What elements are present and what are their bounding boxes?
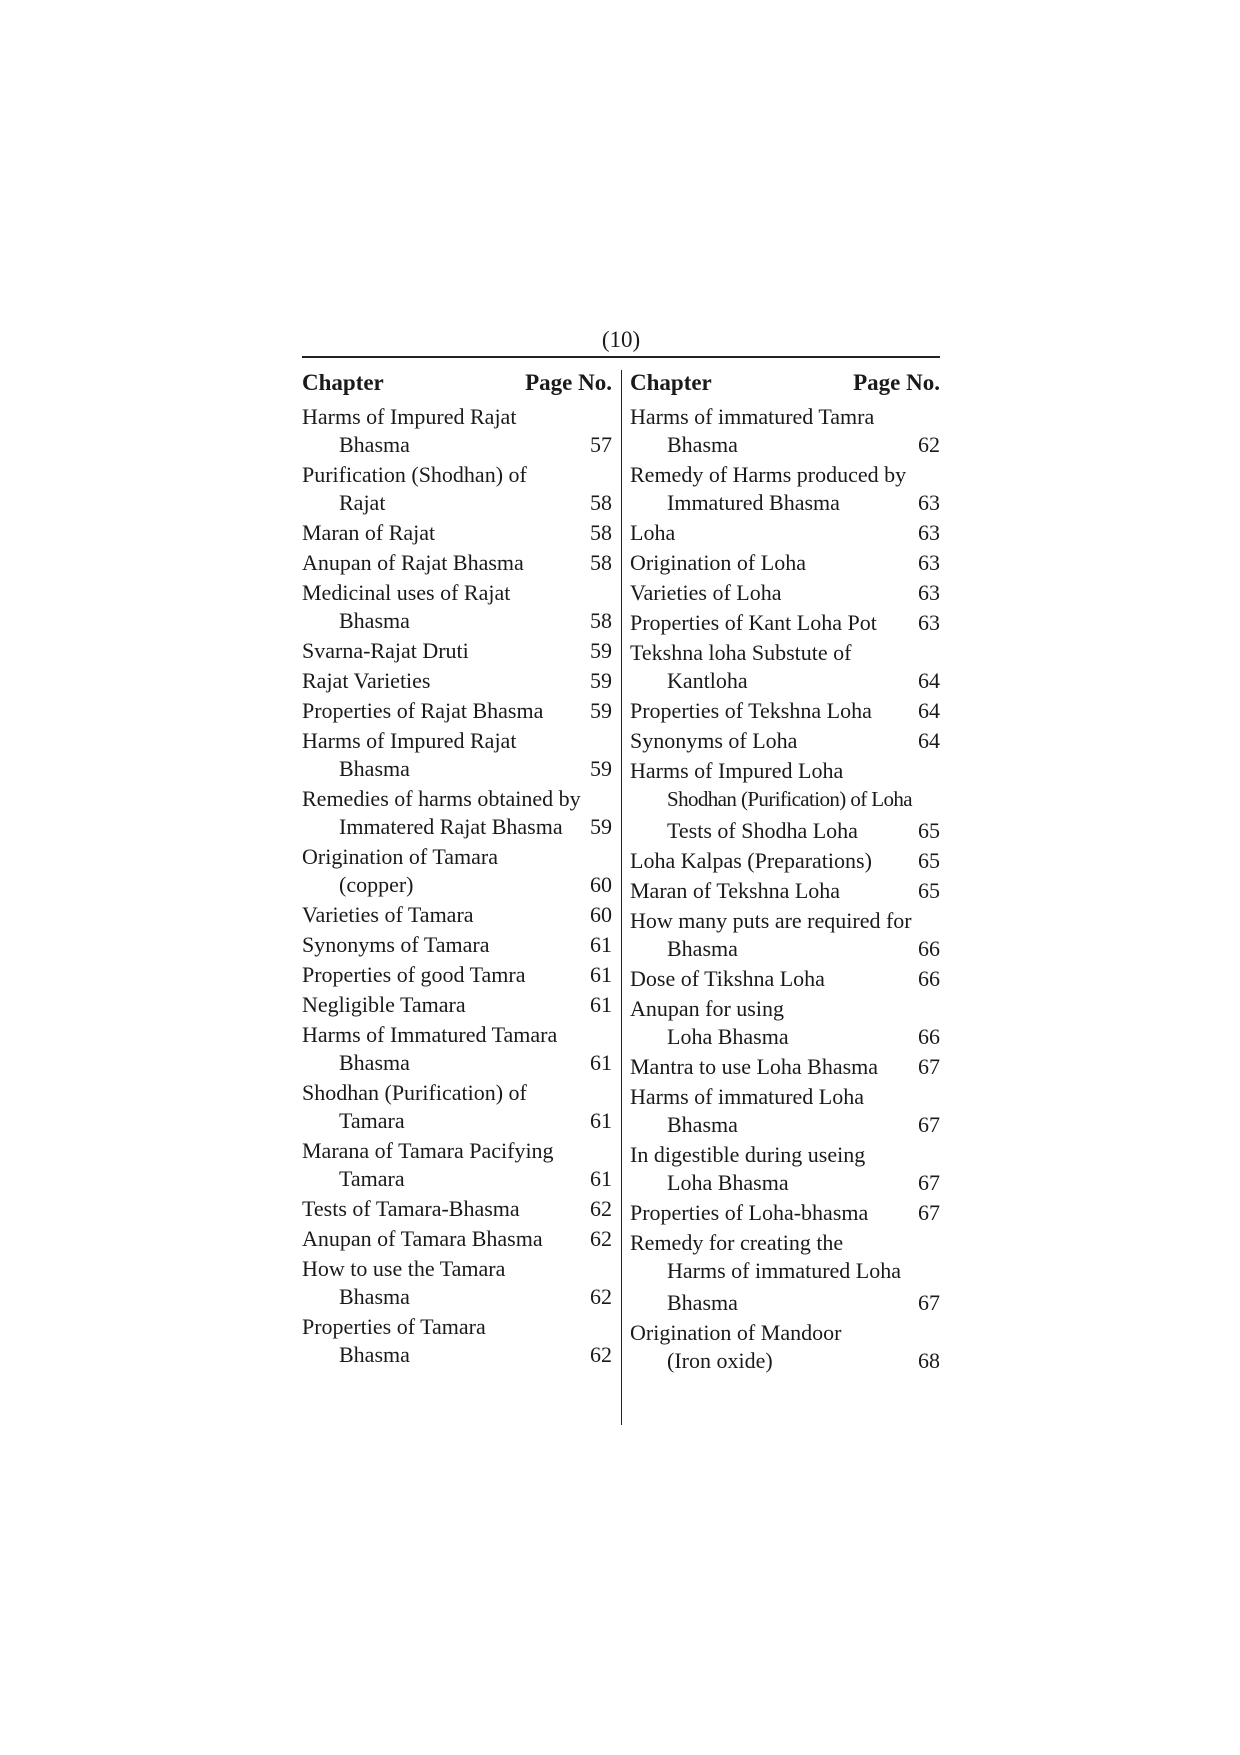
toc-entry [302,931,612,959]
entry-page-number: 61 [590,1166,612,1191]
left-column-header [302,367,612,398]
entry-page-number: 66 [918,966,940,991]
entry-title-continued: Bhasma [339,432,410,457]
entry-title: Origination of Mandoor [630,1320,842,1345]
entry-title: Harms of immatured Loha [630,1084,864,1109]
entry-page-number: 63 [918,610,940,635]
toc-entry [302,1079,612,1135]
entry-title: Harms of Impured Rajat [302,404,517,429]
entry-page-number: 63 [918,490,940,515]
toc-entry [630,1053,940,1081]
left-entries [302,403,612,1369]
entry-page-number: 67 [918,1054,940,1079]
entry-title-continued: Immatered Rajat Bhasma [339,814,563,839]
entry-page-number: 64 [918,698,940,723]
entry-title: Harms of immatured Tamra [630,404,875,429]
entry-title: Harms of Impured Loha [630,758,844,783]
entry-title-continued: Loha Bhasma [667,1170,789,1195]
entry-page-number: 60 [590,872,612,897]
entry-title: Remedy of Harms produced by [630,462,907,487]
entry-title-continued: Immatured Bhasma [667,490,840,515]
entry-page-number: 62 [590,1196,612,1221]
toc-right-column [630,367,940,1375]
toc-entry [302,1137,612,1193]
entry-title: Origination of Loha [630,550,806,575]
toc-entry [630,817,940,845]
entry-title: Medicinal uses of Rajat [302,580,511,605]
entry-page-number: 58 [590,550,612,575]
entry-page-number: 65 [918,848,940,873]
toc-entry [302,697,612,725]
toc-entry [630,1319,940,1375]
entry-title: Tests of Tamara-Bhasma [302,1196,520,1221]
toc-entry [302,785,612,841]
toc-left-column [302,367,612,1369]
entry-page-number: 67 [918,1170,940,1195]
chapter-heading: Chapter [302,370,384,395]
entry-title: Anupan for using [630,996,784,1021]
page-no-heading: Page No. [525,370,612,395]
entry-title-continued: Kantloha [667,668,748,693]
entry-title: Synonyms of Loha [630,728,798,753]
entry-title: Maran of Rajat [302,520,436,545]
toc-entry [302,843,612,899]
entry-page-number: 66 [918,936,940,961]
entry-page-number: 62 [590,1226,612,1251]
entry-page-number: 63 [918,550,940,575]
toc-entry [630,697,940,725]
toc-entry [302,579,612,635]
toc-entry [630,609,940,637]
toc-entry [302,667,612,695]
entry-page-number: 66 [918,1024,940,1049]
top-rule [302,356,940,358]
toc-entry [630,877,940,905]
entry-title: Mantra to use Loha Bhasma [630,1054,879,1079]
column-divider [621,370,622,1425]
entry-page-number: 65 [918,818,940,843]
toc-entry [630,579,940,607]
toc-entry [302,991,612,1019]
entry-title: Varieties of Loha [630,580,782,605]
entry-page-number: 58 [590,520,612,545]
entry-title-continued: Harms of immatured Loha [667,1258,901,1283]
entry-title-continued: Tests of Shodha Loha [667,818,858,843]
toc-entry [630,995,940,1051]
toc-entry [630,757,940,813]
toc-entry [302,961,612,989]
toc-entry [302,403,612,459]
entry-title: Remedy for creating the [630,1230,844,1255]
toc-entry [630,965,940,993]
entry-title: Properties of Tekshna Loha [630,698,872,723]
toc-entry [302,637,612,665]
toc-entry [630,847,940,875]
entry-title: Anupan of Tamara Bhasma [302,1226,543,1251]
entry-page-number: 65 [918,878,940,903]
entry-title-continued: Bhasma [667,432,738,457]
toc-entry [630,519,940,547]
toc-entry [630,727,940,755]
entry-page-number: 61 [590,1108,612,1133]
toc-entry [302,1255,612,1311]
toc-entry [302,519,612,547]
toc-entry [630,1083,940,1139]
entry-page-number: 62 [918,432,940,457]
toc-entry [302,461,612,517]
toc-entry [630,1289,940,1317]
entry-title: How to use the Tamara [302,1256,506,1281]
entry-title: Properties of Rajat Bhasma [302,698,544,723]
entry-title: Loha [630,520,676,545]
right-entries [630,403,940,1375]
entry-page-number: 61 [590,932,612,957]
entry-title: Svarna-Rajat Druti [302,638,469,663]
entry-title-continued: Loha Bhasma [667,1024,789,1049]
entry-title: Loha Kalpas (Preparations) [630,848,872,873]
entry-title: Properties of Tamara [302,1314,486,1339]
entry-title-continued: Bhasma [667,936,738,961]
toc-entry [630,403,940,459]
entry-page-number: 63 [918,580,940,605]
entry-page-number: 67 [918,1290,940,1315]
entry-page-number: 59 [590,698,612,723]
entry-title: Negligible Tamara [302,992,466,1017]
entry-title: How many puts are required for [630,908,912,933]
entry-page-number: 64 [918,728,940,753]
toc-entry [630,461,940,517]
entry-title: Tekshna loha Substute of [630,640,852,665]
entry-page-number: 61 [590,1050,612,1075]
entry-page-number: 58 [590,490,612,515]
entry-title: Remedies of harms obtained by [302,786,581,811]
entry-page-number: 61 [590,962,612,987]
page-no-heading: Page No. [853,370,940,395]
toc-entry [302,727,612,783]
entry-title-continued: Bhasma [667,1112,738,1137]
entry-page-number: 67 [918,1112,940,1137]
entry-title-continued: Bhasma [339,608,410,633]
entry-page-number: 57 [590,432,612,457]
toc-entry [630,1199,940,1227]
toc-entry [302,1225,612,1253]
entry-title: Varieties of Tamara [302,902,474,927]
entry-title: Dose of Tikshna Loha [630,966,825,991]
entry-page-number: 62 [590,1284,612,1309]
entry-title-continued: Tamara [339,1108,405,1133]
entry-title: Harms of Impured Rajat [302,728,517,753]
entry-page-number: 64 [918,668,940,693]
entry-title-continued: Tamara [339,1166,405,1191]
toc-entry [302,1021,612,1077]
entry-title: Properties of good Tamra [302,962,526,987]
entry-title: In digestible during useing [630,1142,866,1167]
entry-page-number: 68 [918,1348,940,1373]
entry-title-continued: Shodhan (Purification) of Loha [667,787,913,811]
entry-page-number: 59 [590,814,612,839]
toc-entry [302,1195,612,1223]
entry-page-number: 62 [590,1342,612,1367]
right-column-header [630,367,940,398]
entry-title-continued: Rajat [339,490,386,515]
entry-title-continued: Bhasma [339,1284,410,1309]
entry-page-number: 59 [590,756,612,781]
entry-page-number: 61 [590,992,612,1017]
entry-title: Shodhan (Purification) of [302,1080,527,1105]
entry-title: Rajat Varieties [302,668,431,693]
entry-title-continued: Bhasma [339,1342,410,1367]
toc-entry [302,1313,612,1369]
entry-page-number: 63 [918,520,940,545]
entry-page-number: 67 [918,1200,940,1225]
toc-entry [630,1229,940,1285]
entry-title: Maran of Tekshna Loha [630,878,841,903]
page-number: (10) [601,327,641,352]
entry-title-continued: Bhasma [667,1290,738,1315]
toc-entry [302,549,612,577]
toc-entry [630,639,940,695]
entry-title: Marana of Tamara Pacifying [302,1138,554,1163]
toc-entry [302,901,612,929]
entry-page-number: 59 [590,668,612,693]
toc-entry [630,549,940,577]
entry-title: Synonyms of Tamara [302,932,490,957]
toc-entry [630,1141,940,1197]
entry-title: Origination of Tamara [302,844,498,869]
entry-title: Purification (Shodhan) of [302,462,527,487]
entry-title-continued: Bhasma [339,756,410,781]
entry-page-number: 60 [590,902,612,927]
entry-title-continued: (Iron oxide) [667,1348,773,1373]
entry-page-number: 59 [590,638,612,663]
entry-page-number: 58 [590,608,612,633]
entry-title: Properties of Loha-bhasma [630,1200,869,1225]
entry-title-continued: (copper) [339,872,414,897]
entry-title-continued: Bhasma [339,1050,410,1075]
chapter-heading: Chapter [630,370,712,395]
entry-title: Properties of Kant Loha Pot [630,610,877,635]
toc-entry [630,907,940,963]
entry-title: Harms of Immatured Tamara [302,1022,558,1047]
entry-title: Anupan of Rajat Bhasma [302,550,524,575]
